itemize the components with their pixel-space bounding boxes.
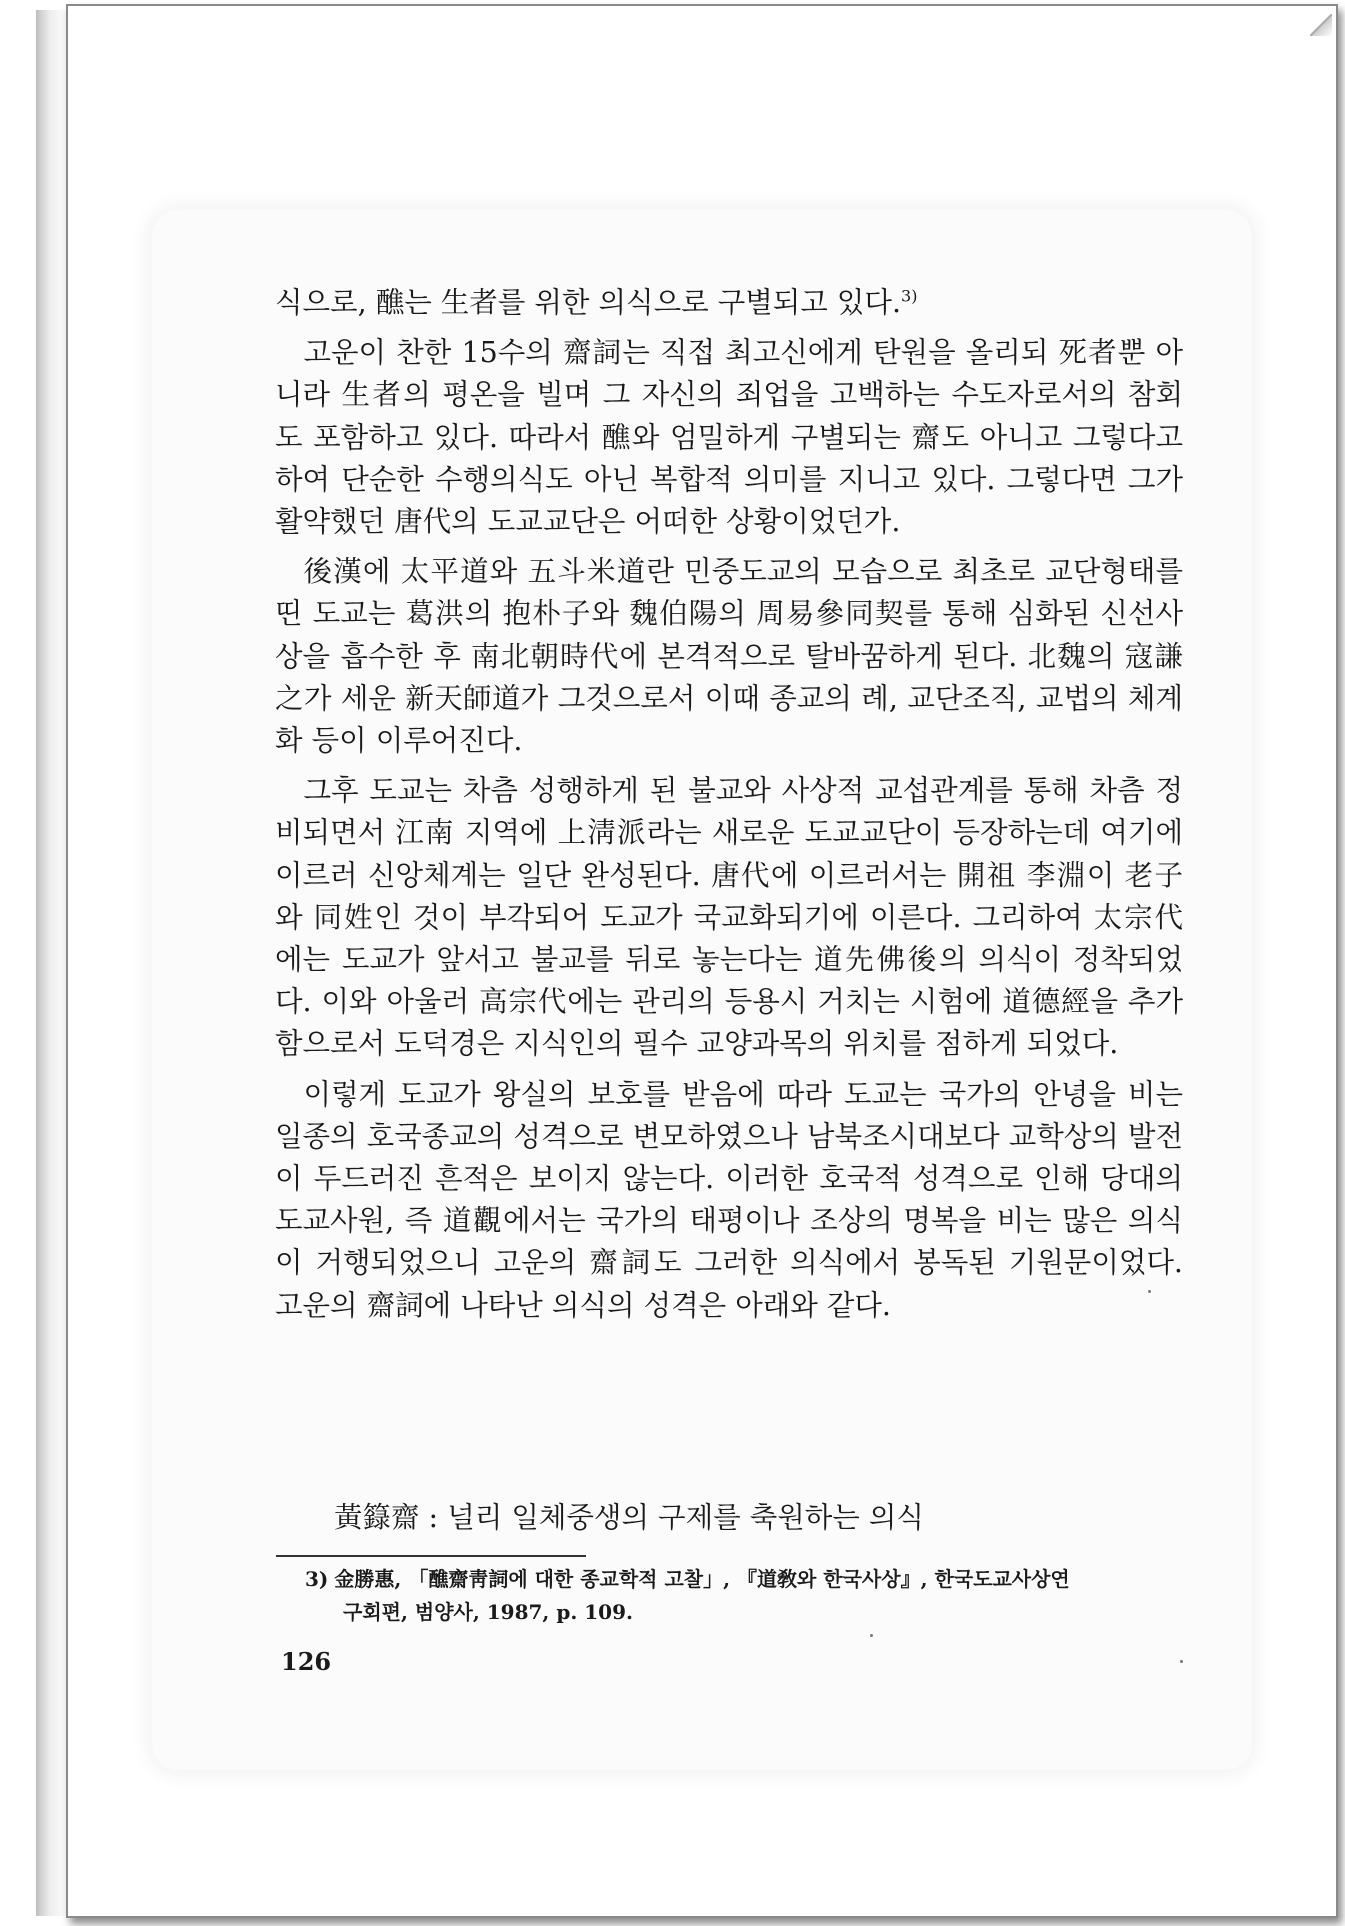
paragraph-3: 後漢에 太平道와 五斗米道란 민중도교의 모습으로 최초로 교단형태를 띤 도교는 葛洪의 抱朴子와 魏伯陽의 周易參同契를 통해 심화된 신선사상을 흡수한 후 南北朝時代에 본격적으로 탈바꿈하게 된다. 北魏의 寇謙之가 세운 新天師道가 그것으로서 이때 종교의 례, 교단조직, 교법의 체계화 등이 이루어진다. xyxy=(275,555,1183,758)
paragraph-1-text: 식으로, 醮는 生者를 위한 의식으로 구별되고 있다. xyxy=(275,286,902,319)
paragraph-1 xyxy=(275,282,1183,324)
body-text xyxy=(275,282,1183,1335)
scan-speck xyxy=(870,1634,873,1637)
footnote-line-1: 金勝惠, 「醮齋靑詞에 대한 종교학적 고찰」, 『道敎와 한국사상』, 한국도교사상연 xyxy=(334,1567,1070,1591)
footnote xyxy=(305,1563,1185,1629)
paragraph-2: 고운이 찬한 15수의 齋詞는 직접 최고신에게 탄원을 올리되 死者뿐 아니라 生者의 평온을 빌며 그 자신의 죄업을 고백하는 수도자로서의 참회도 포함하고 있다. 따라서 醮와 엄밀하게 구별되는 齋도 아니고 그렇다고 하여 단순한 수행의식도 아닌 복합적 의미를 지니고 있다. 그렇다면 그가 활약했던 唐代의 도교교단은 어떠한 상황이었던가. xyxy=(275,336,1183,539)
scan-speck xyxy=(1180,1660,1183,1663)
footnote-line-2: 구회편, 범양사, 1987, p. 109. xyxy=(343,1600,633,1624)
footnote-reference: 3) xyxy=(901,286,918,306)
footnote-divider xyxy=(276,1555,586,1557)
page-corner-fold xyxy=(1310,14,1332,36)
page-number: 126 xyxy=(281,1647,332,1676)
footnote-number: 3) xyxy=(305,1567,329,1591)
scan-speck xyxy=(1148,1290,1151,1293)
listed-ritual-item: 黃籙齋 : 널리 일체중생의 구제를 축원하는 의식 xyxy=(334,1501,924,1534)
page-stack-edge xyxy=(36,10,70,1916)
paragraph-5: 이렇게 도교가 왕실의 보호를 받음에 따라 도교는 국가의 안녕을 비는 일종의 호국종교의 성격으로 변모하였으나 남북조시대보다 교학상의 발전이 두드러진 흔적은 보이지 않는다. 이러한 호국적 성격으로 인해 당대의 도교사원, 즉 道觀에서는 국가의 태평이나 조상의 명복을 비는 많은 의식이 거행되었으니 고운의 齋詞도 그러한 의식에서 봉독된 기원문이었다. 고운의 齋詞에 나타난 의식의 성격은 아래와 같다. xyxy=(275,1077,1183,1322)
paragraph-4: 그후 도교는 차츰 성행하게 된 불교와 사상적 교섭관계를 통해 차츰 정비되면서 江南 지역에 上淸派라는 새로운 도교교단이 등장하는데 여기에 이르러 신앙체계는 일단 완성된다. 唐代에 이르러서는 開祖 李淵이 老子와 同姓인 것이 부각되어 도교가 국교화되기에 이른다. 그리하여 太宗代에는 도교가 앞서고 불교를 뒤로 놓는다는 道先佛後의 의식이 정착되었다. 이와 아울러 高宗代에는 관리의 등용시 거치는 시험에 道德經을 추가함으로서 도덕경은 지식인의 필수 교양과목의 위치를 점하게 되었다. xyxy=(275,774,1183,1061)
